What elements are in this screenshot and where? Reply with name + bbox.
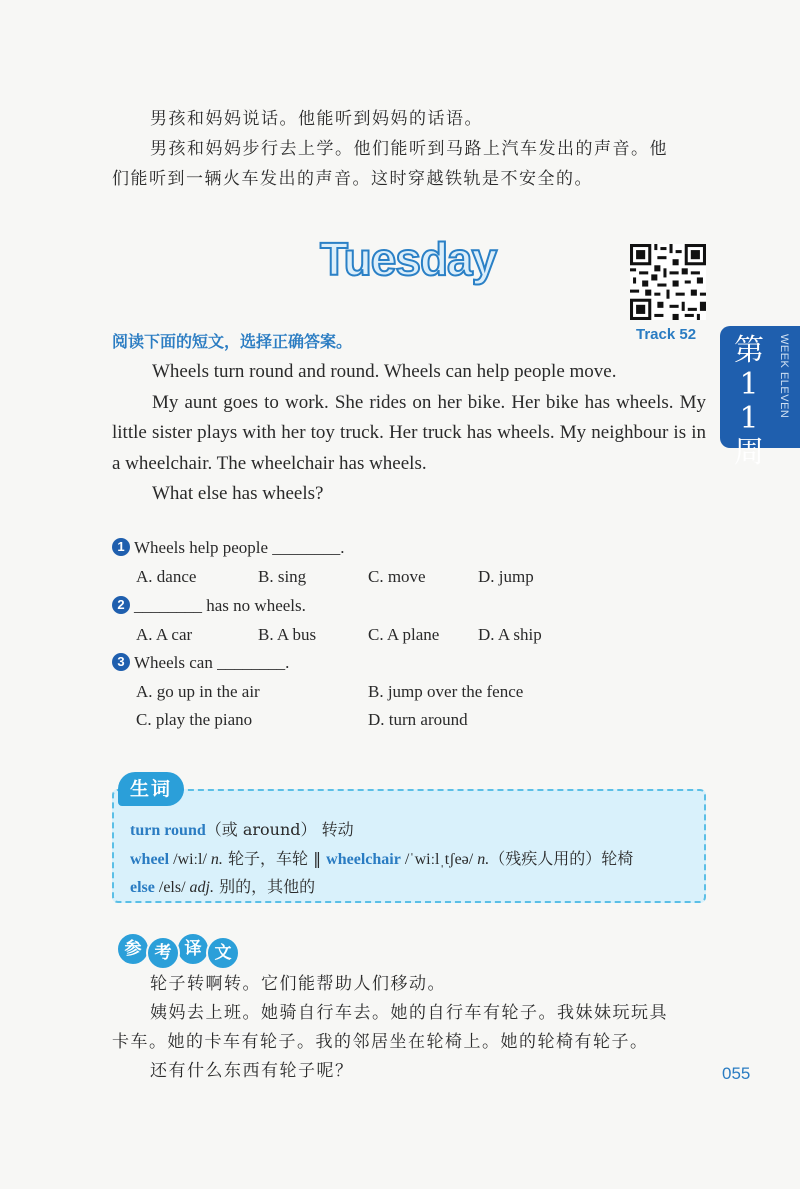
tag-char: 译: [176, 932, 210, 966]
question-number: 1: [112, 538, 130, 556]
page-number: 055: [722, 1064, 751, 1083]
translation-line: 男孩和妈妈说话。他能听到妈妈的话语。: [150, 109, 483, 129]
option[interactable]: B. jump over the fence: [368, 682, 524, 701]
question-3: [112, 653, 289, 673]
option[interactable]: D. turn around: [368, 710, 468, 729]
track-label: Track 52: [636, 326, 697, 343]
vocab-entry: [130, 817, 354, 840]
day-title: Tuesday: [320, 233, 497, 285]
week-tab-en: WEEK ELEVEN: [778, 334, 790, 419]
vocab-phonetic: /els/: [154, 879, 190, 896]
vocab-meaning: 别的，其他的: [214, 877, 316, 896]
option[interactable]: C. move: [368, 567, 426, 586]
vocab-meaning: （残疾人用的）轮椅: [489, 849, 634, 868]
question-text: ________ has no wheels.: [134, 596, 306, 615]
vocab-phonetic: /ˈwiːlˌtʃeə/: [400, 851, 478, 868]
vocab-phonetic: /wiːl/: [169, 851, 211, 868]
instruction: 阅读下面的短文，选择正确答案。: [112, 332, 353, 351]
tag-char: 文: [206, 936, 240, 970]
vocab-entry: [130, 874, 315, 897]
vocab-pos: adj.: [189, 879, 214, 896]
option[interactable]: A. go up in the air: [136, 682, 260, 701]
vocab-word: else: [130, 879, 155, 896]
vocab-tag: 生词: [118, 772, 184, 806]
vocab-meaning: （或 around） 转动: [205, 820, 354, 839]
reading-passage: [112, 357, 706, 510]
translation-line: 姨妈去上班。她骑自行车去。她的自行车有轮子。我妹妹玩玩具: [150, 1003, 668, 1023]
option[interactable]: C. A plane: [368, 625, 440, 644]
question-text: Wheels help people ________.: [134, 538, 345, 557]
option[interactable]: D. A ship: [478, 625, 542, 644]
week-tab-cn: 第11周: [734, 333, 764, 470]
option[interactable]: B. A bus: [258, 625, 317, 644]
question-text: Wheels can ________.: [134, 653, 290, 672]
question-1: [112, 538, 345, 558]
option[interactable]: D. jump: [478, 567, 534, 586]
question-number: 2: [112, 596, 130, 614]
translation-line: 男孩和妈妈步行去上学。他们能听到马路上汽车发出的声音。他: [150, 139, 668, 159]
option[interactable]: B. sing: [258, 567, 307, 586]
translation-line: 还有什么东西有轮子呢？: [150, 1061, 354, 1081]
qr-code-icon[interactable]: [630, 244, 706, 320]
reference-translation: [112, 970, 712, 1086]
passage-paragraph: What else has wheels?: [152, 483, 324, 504]
vocab-entry: [130, 846, 633, 869]
vocab-word: wheel: [130, 851, 170, 868]
translation-line: 轮子转啊转。它们能帮助人们移动。: [150, 974, 446, 994]
question-2: [112, 596, 306, 616]
option[interactable]: C. play the piano: [136, 710, 253, 729]
vocab-word: wheelchair: [326, 851, 401, 868]
vocab-pos: n.: [210, 851, 223, 868]
reference-translation-tag: [116, 932, 236, 968]
passage-paragraph: Wheels turn round and round. Wheels can help people move.: [152, 361, 617, 382]
translation-line: 们能听到一辆火车发出的声音。这时穿越铁轨是不安全的。: [112, 169, 593, 189]
option[interactable]: A. A car: [136, 625, 193, 644]
vocab-pos: n.: [477, 851, 490, 868]
tag-char: 考: [146, 936, 180, 970]
previous-translation: [112, 104, 712, 194]
vocab-meaning: 轮子，车轮 ‖: [222, 849, 327, 868]
translation-line: 卡车。她的卡车有轮子。我的邻居坐在轮椅上。她的轮椅有轮子。: [112, 1032, 649, 1052]
tag-char: 参: [116, 932, 150, 966]
passage-paragraph: My aunt goes to work. She rides on her bike. Her bike has wheels. My little sister plays with her toy truck. Her truck has wheels. My neighbour is in a wheelchair. The wheelchair has wheels.: [112, 391, 706, 474]
week-tab: [720, 326, 800, 470]
option[interactable]: A. dance: [136, 567, 197, 586]
question-number: 3: [112, 653, 130, 671]
vocab-word: turn round: [130, 822, 206, 839]
